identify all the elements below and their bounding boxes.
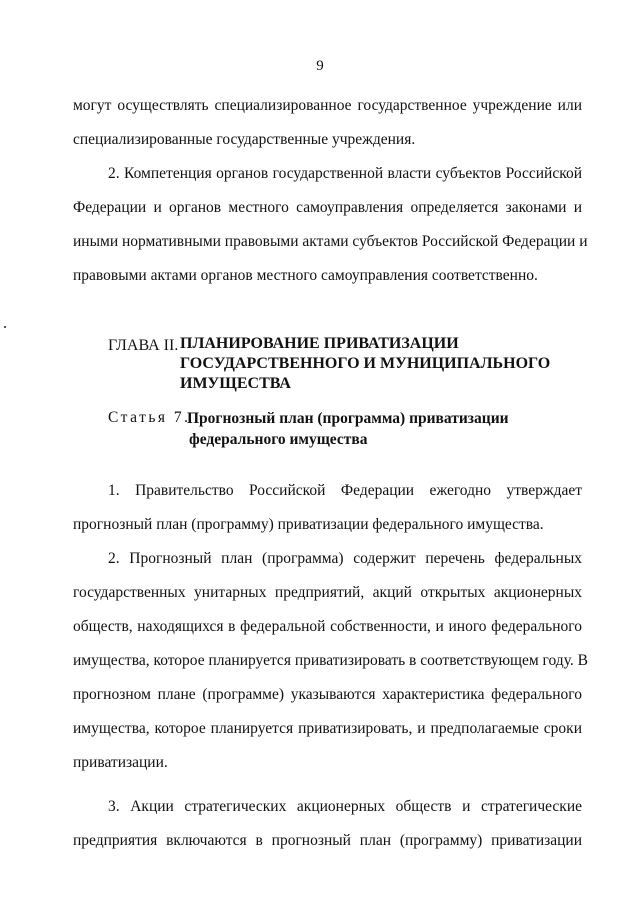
text-line: правовыми актами органов местного самоуправления соответственно. [73, 267, 538, 284]
article-prefix: Статья 7. [108, 409, 191, 426]
chapter-title-line: ПЛАНИРОВАНИЕ ПРИВАТИЗАЦИИ [180, 335, 459, 352]
text-line: приватизации. [73, 754, 168, 771]
text-line: прогнозный план (программу) приватизации федерального имущества. [73, 516, 544, 533]
text-line: обществ, находящихся в федеральной собственности, и иного федерального [73, 618, 582, 635]
text-line: 2. Прогнозный план (программа) содержит перечень федеральных [108, 550, 582, 567]
text-line: прогнозном плане (программе) указываются характеристика федерального [73, 686, 582, 703]
chapter-title-line: ИМУЩЕСТВА [180, 375, 291, 392]
text-line: 3. Акции стратегических акционерных обществ и стратегические [108, 798, 582, 815]
text-line: Федерации и органов местного самоуправления определяется законами и [73, 199, 582, 216]
text-line: имущества, которое планируется приватизировать в соответствующем году. В [73, 652, 588, 669]
text-line: 1. Правительство Российской Федерации ежегодно утверждает [108, 482, 582, 499]
chapter-title-line: ГОСУДАРСТВЕННОГО И МУНИЦИПАЛЬНОГО [180, 355, 551, 372]
text-line: иными нормативными правовыми актами субъектов Российской Федерации и [73, 233, 588, 250]
margin-mark [4, 326, 6, 328]
text-line: специализированные государственные учреждения. [73, 131, 416, 148]
text-line: государственных унитарных предприятий, акций открытых акционерных [73, 584, 582, 601]
page-number: 9 [316, 58, 324, 74]
text-line: предприятия включаются в прогнозный план (программу) приватизации [73, 832, 582, 849]
text-line: имущества, которое планируется приватизировать, и предполагаемые сроки [73, 720, 582, 737]
chapter-prefix: ГЛАВА II. [108, 337, 179, 354]
text-line: могут осуществлять специализированное государственное учреждение или [73, 97, 582, 114]
chapter-title [180, 334, 580, 394]
article-title [187, 408, 587, 450]
text-line: 2. Компетенция органов государственной власти субъектов Российской [108, 165, 582, 182]
article-title-line: федерального имущества [189, 431, 368, 448]
article-title-line: Прогнозный план (программа) приватизации [187, 410, 509, 427]
